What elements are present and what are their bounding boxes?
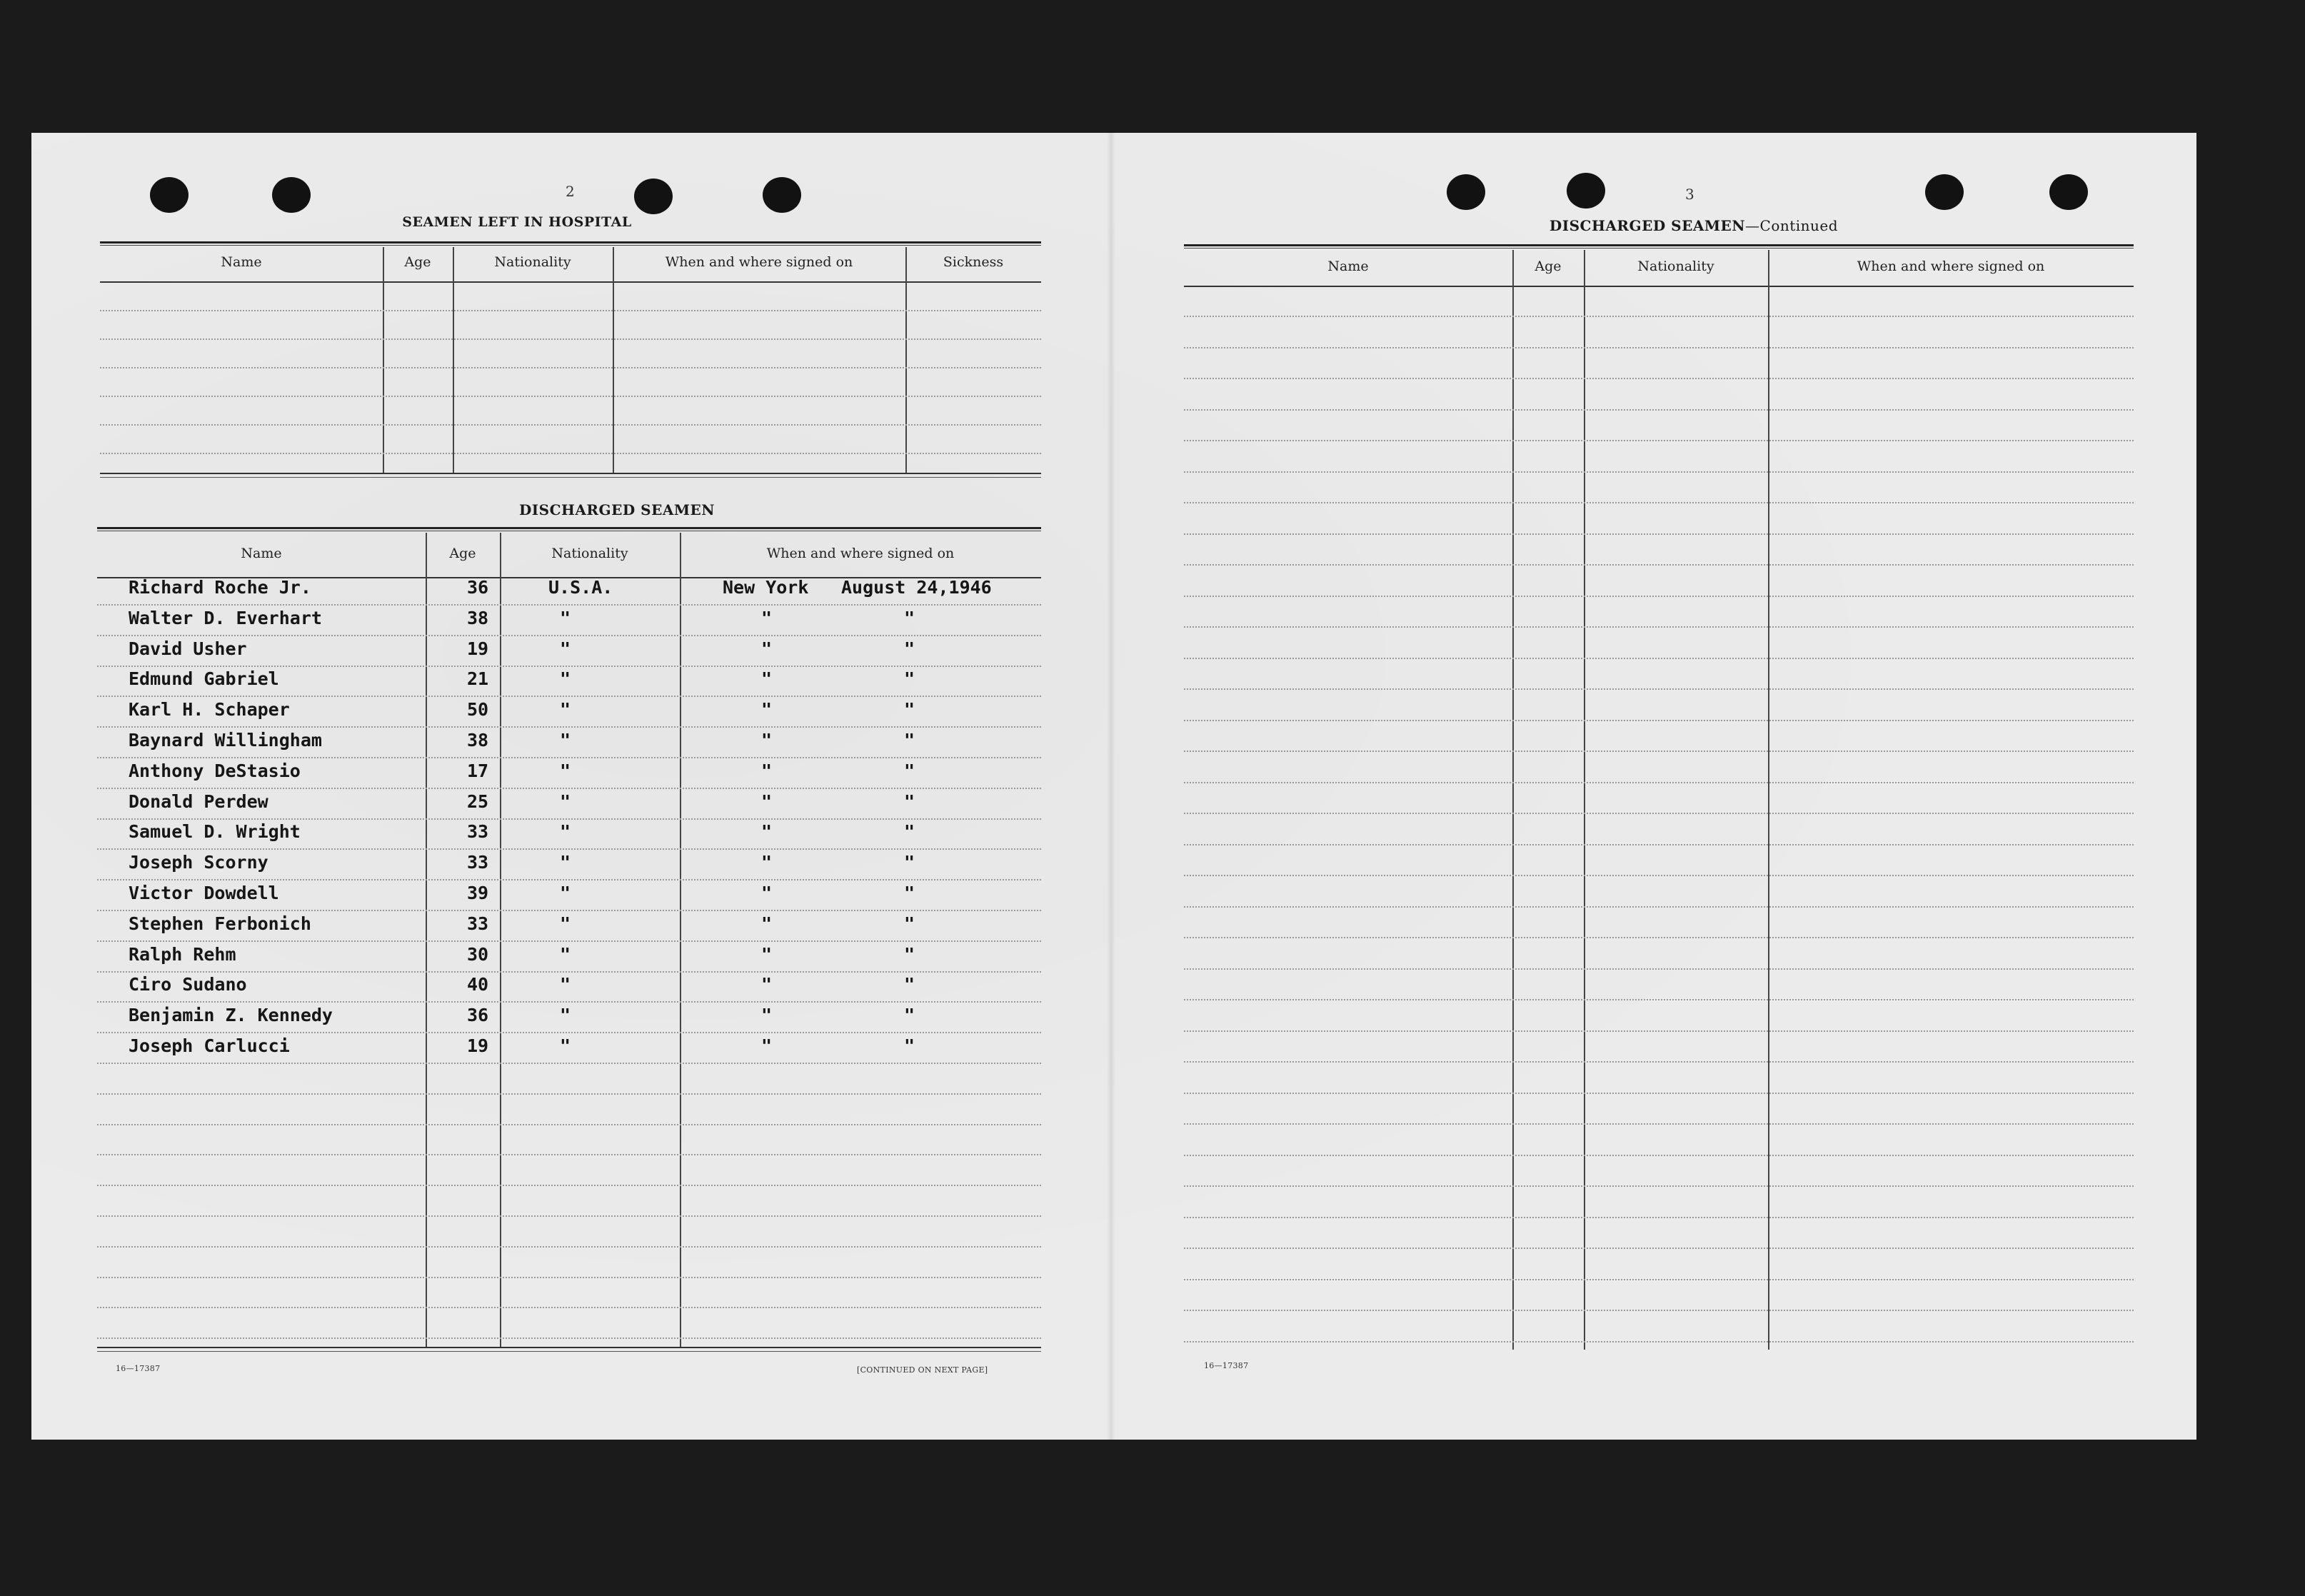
ruled-line (97, 1246, 1041, 1248)
row-place: " (761, 1035, 773, 1056)
row-nationality: " (560, 761, 571, 781)
ruled-line (1184, 1093, 2134, 1094)
row-place: " (761, 1005, 773, 1025)
row-date: August 24,1946 (841, 577, 992, 598)
row-age: 33 (467, 852, 489, 873)
page-number: 2 (566, 183, 575, 200)
row-date: " (904, 883, 915, 903)
ruled-line (1184, 1341, 2134, 1342)
row-nationality: " (560, 974, 571, 995)
ruled-line (1184, 347, 2134, 348)
row-date: " (904, 913, 915, 934)
ruled-line (97, 635, 1041, 636)
ruled-line (97, 1001, 1041, 1003)
row-place: " (761, 883, 773, 903)
row-place: " (761, 821, 773, 842)
row-age: 40 (467, 974, 489, 995)
row-date: " (904, 974, 915, 995)
row-name: Benjamin Z. Kennedy (129, 1005, 333, 1025)
row-nationality: " (560, 638, 571, 659)
row-place: " (761, 761, 773, 781)
ruled-line (97, 1063, 1041, 1064)
row-name: Anthony DeStasio (129, 761, 301, 781)
ruled-line (1184, 720, 2134, 721)
col-header-sickness: Sickness (943, 254, 1004, 270)
ruled-line (97, 1337, 1041, 1339)
document-sheet (31, 133, 2196, 1440)
row-date: " (904, 1005, 915, 1025)
ruled-line (1184, 968, 2134, 970)
row-nationality: " (560, 791, 571, 812)
ruled-line (1184, 1123, 2134, 1125)
title-main: DISCHARGED SEAMEN (1549, 217, 1746, 234)
col-header-age: Age (404, 254, 431, 270)
row-nationality: " (560, 913, 571, 934)
col-header-nationality: Nationality (1637, 259, 1714, 274)
row-name: Richard Roche Jr. (129, 577, 311, 598)
ruled-line (97, 910, 1041, 911)
row-age: 17 (467, 761, 489, 781)
row-date: " (904, 699, 915, 720)
ruled-line (1184, 1217, 2134, 1218)
col-header-name: Name (1327, 259, 1369, 274)
row-date: " (904, 608, 915, 628)
row-age: 50 (467, 699, 489, 720)
discharged-section-title: DISCHARGED SEAMEN (518, 501, 715, 518)
col-header-name: Name (241, 546, 282, 561)
row-name: David Usher (129, 638, 247, 659)
col-header-signed-on: When and where signed on (1857, 259, 2045, 274)
row-nationality: " (560, 1035, 571, 1056)
row-date: " (904, 730, 915, 751)
row-date: " (904, 761, 915, 781)
ruled-line (97, 971, 1041, 973)
ruled-line (1184, 378, 2134, 379)
row-date: " (904, 852, 915, 873)
continued-note: [CONTINUED ON NEXT PAGE] (857, 1365, 988, 1375)
row-age: 25 (467, 791, 489, 812)
title-continued: —Continued (1745, 217, 1839, 234)
ruled-line (1184, 658, 2134, 659)
row-place: " (761, 608, 773, 628)
row-nationality: " (560, 852, 571, 873)
page-fold (1107, 133, 1115, 1440)
ruled-line (97, 818, 1041, 820)
col-header-age: Age (1535, 259, 1562, 274)
row-age: 38 (467, 608, 489, 628)
ruled-line (1184, 937, 2134, 938)
hospital-section-title: SEAMEN LEFT IN HOSPITAL (402, 214, 632, 230)
row-nationality: " (560, 883, 571, 903)
row-name: Donald Perdew (129, 791, 268, 812)
row-place: " (761, 852, 773, 873)
row-date: " (904, 821, 915, 842)
ruled-line (97, 1215, 1041, 1217)
left-page (31, 133, 1107, 1440)
ruled-line (1184, 1061, 2134, 1063)
row-place: " (761, 974, 773, 995)
form-number: 16—17387 (116, 1364, 161, 1373)
col-header-signed-on: When and where signed on (665, 254, 853, 270)
ruled-line (1184, 1030, 2134, 1032)
row-name: Samuel D. Wright (129, 821, 301, 842)
ruled-line (1184, 440, 2134, 441)
ruled-line (97, 788, 1041, 789)
row-name: Ciro Sudano (129, 974, 247, 995)
ruled-line (1184, 1185, 2134, 1187)
row-nationality: " (560, 668, 571, 689)
page-number: 3 (1685, 186, 1694, 203)
row-name: Stephen Ferbonich (129, 913, 311, 934)
row-name: Ralph Rehm (129, 944, 236, 965)
ruled-line (1184, 1310, 2134, 1311)
ruled-line (1184, 533, 2134, 535)
row-nationality: U.S.A. (548, 577, 613, 598)
row-place: " (761, 791, 773, 812)
col-header-age: Age (449, 546, 476, 561)
row-nationality: " (560, 608, 571, 628)
row-age: 38 (467, 730, 489, 751)
ruled-line (97, 666, 1041, 667)
ruled-line (1184, 813, 2134, 814)
ruled-line (97, 1093, 1041, 1095)
col-header-signed-on: When and where signed on (766, 546, 955, 561)
ruled-line (1184, 564, 2134, 566)
ruled-line (97, 1185, 1041, 1186)
row-name: Karl H. Schaper (129, 699, 290, 720)
row-nationality: " (560, 699, 571, 720)
ruled-line (97, 1124, 1041, 1125)
ruled-line (1184, 596, 2134, 597)
row-age: 33 (467, 913, 489, 934)
col-header-nationality: Nationality (494, 254, 571, 270)
row-age: 36 (467, 1005, 489, 1025)
form-number: 16—17387 (1204, 1361, 1249, 1370)
ruled-line (97, 1154, 1041, 1155)
row-date: " (904, 638, 915, 659)
ruled-line (1184, 626, 2134, 628)
row-age: 39 (467, 883, 489, 903)
row-nationality: " (560, 730, 571, 751)
row-name: Joseph Scorny (129, 852, 268, 873)
ruled-line (97, 1032, 1041, 1033)
ruled-line (97, 848, 1041, 850)
right-page (1115, 133, 2196, 1440)
ruled-line (1184, 751, 2134, 752)
row-place: New York (723, 577, 809, 598)
row-age: 30 (467, 944, 489, 965)
ruled-line (1184, 1248, 2134, 1249)
row-nationality: " (560, 1005, 571, 1025)
ruled-line (97, 940, 1041, 942)
ruled-line (97, 1307, 1041, 1308)
row-date: " (904, 944, 915, 965)
row-name: Baynard Willingham (129, 730, 322, 751)
ruled-line (97, 757, 1041, 758)
ruled-line (1184, 906, 2134, 908)
ruled-line (97, 604, 1041, 606)
ruled-line (97, 696, 1041, 697)
row-age: 21 (467, 668, 489, 689)
hospital-table (100, 241, 1041, 484)
row-nationality: " (560, 944, 571, 965)
ruled-line (1184, 688, 2134, 690)
row-date: " (904, 668, 915, 689)
row-place: " (761, 944, 773, 965)
row-name: Edmund Gabriel (129, 668, 279, 689)
ruled-line (97, 726, 1041, 728)
row-place: " (761, 913, 773, 934)
discharged-continued-title (1472, 217, 1915, 234)
ruled-line (1184, 502, 2134, 503)
ruled-line (1184, 1279, 2134, 1280)
row-date: " (904, 791, 915, 812)
discharged-continued-table (1184, 244, 2134, 1344)
row-age: 19 (467, 638, 489, 659)
discharged-table (97, 527, 1041, 1348)
row-name: Walter D. Everhart (129, 608, 322, 628)
ruled-line (97, 879, 1041, 880)
ruled-line (1184, 409, 2134, 411)
row-name: Victor Dowdell (129, 883, 279, 903)
ruled-line (1184, 316, 2134, 317)
row-age: 19 (467, 1035, 489, 1056)
ruled-line (1184, 1155, 2134, 1156)
row-age: 36 (467, 577, 489, 598)
ruled-line (1184, 782, 2134, 783)
row-date: " (904, 1035, 915, 1056)
row-name: Joseph Carlucci (129, 1035, 290, 1056)
ruled-line (97, 1277, 1041, 1278)
col-header-name: Name (221, 254, 262, 270)
ruled-line (1184, 999, 2134, 1000)
row-place: " (761, 668, 773, 689)
row-age: 33 (467, 821, 489, 842)
row-place: " (761, 730, 773, 751)
row-place: " (761, 638, 773, 659)
ruled-line (1184, 844, 2134, 845)
row-nationality: " (560, 821, 571, 842)
row-place: " (761, 699, 773, 720)
ruled-line (1184, 471, 2134, 473)
ruled-line (1184, 875, 2134, 876)
col-header-nationality: Nationality (551, 546, 628, 561)
